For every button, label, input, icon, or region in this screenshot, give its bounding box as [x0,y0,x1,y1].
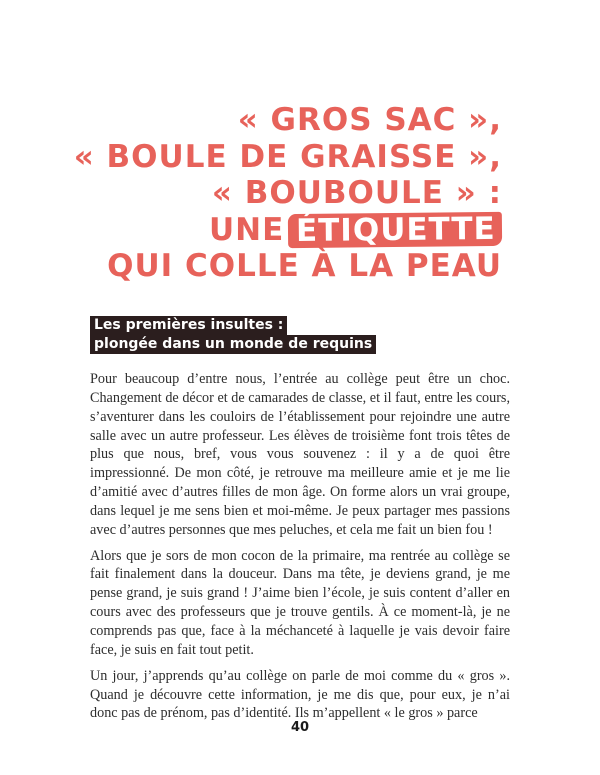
title-line-2: « BOULE DE GRAISSE », [73,138,502,175]
title-line-1: « GROS SAC », [237,102,502,138]
paragraph-3: Un jour, j’apprends qu’au collège on parle de moi comme du « gros ». Quand je découvre cette information, je me dis que, pour eux, je n’ai donc pas de prénom, pas d’identité. Ils m’appellent « le gros » parce [90,667,510,722]
subtitle-line-1: Les premières insultes : [90,316,287,335]
page-number: 40 [290,720,310,735]
title-line-3: « BOUBOULE » : [211,175,502,211]
title-highlight-word: ÉTIQUETTE [288,211,502,247]
title-line-4-prefix: UNE [208,211,285,248]
paragraph-2: Alors que je sors de mon cocon de la primaire, ma rentrée au collège se fait finalement dans la douceur. Dans ma tête, je deviens grand, je me pense grand, je suis grand ! J’aime bien l’école, je suis content d’aller en cours avec des professeurs que je trouve gentils. À ce moment-là, je ne comprends pas que, face à la méchanceté à laquelle je vais devoir faire face, je suis en fait tout petit. [90,547,510,658]
body-text [90,370,510,730]
title-line-4 [62,212,502,249]
title-line-5: QUI COLLE À LA PEAU [107,248,502,284]
paragraph-1: Pour beaucoup d’entre nous, l’entrée au collège peut être un choc. Changement de décor et de camarades de classe, et il faut, entre les cours, s’aventurer dans les couloirs de l’établissement pour rejoindre une autre salle avec un autre professeur. Les élèves de troisième font trois têtes de plus que nous, bref, vous vous souvenez : il y a de quoi être impressionné. De mon côté, je retrouve ma meilleure amie et je me lie d’amitié avec d’autres filles de mon âge. On forme alors un vrai groupe, dans lequel je me sens bien et moi-même. Je peux partager mes passions avec d’autres personnes que mes peluches, et cela me fait un bien fou ! [90,371,510,538]
subtitle-line-2: plongée dans un monde de requins [90,335,376,354]
section-subtitle [90,316,376,354]
chapter-title [62,102,502,285]
